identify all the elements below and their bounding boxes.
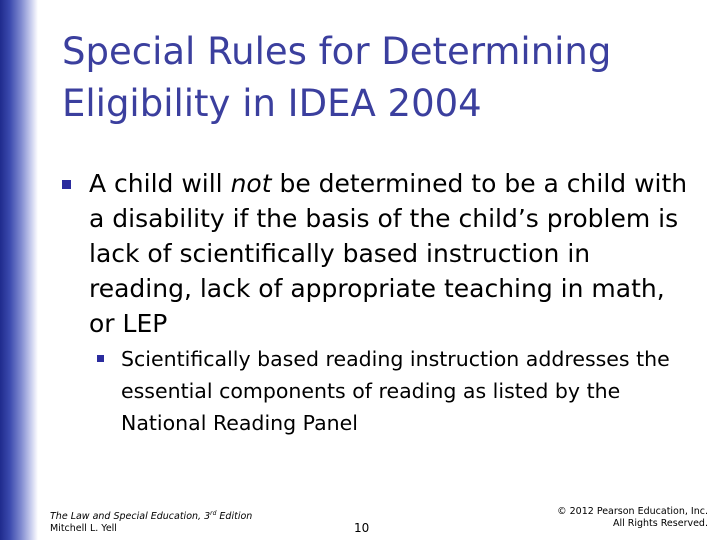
square-bullet-icon <box>97 355 104 362</box>
footer-book-info <box>50 508 252 535</box>
rights-line: All Rights Reserved. <box>612 518 708 529</box>
bullet-level-1-text <box>89 166 689 341</box>
square-bullet-icon <box>62 180 71 189</box>
bullet-level-2 <box>97 343 707 439</box>
edition-superscript: rd <box>210 510 217 517</box>
bullet-level-1 <box>62 166 702 341</box>
slide-title-line-2: Eligibility in IDEA 2004 <box>62 82 482 125</box>
slide-title <box>62 26 702 130</box>
copyright-line: © 2012 Pearson Education, Inc. <box>557 506 708 517</box>
decorative-side-bar <box>0 0 38 540</box>
footer-book-title <box>50 508 252 523</box>
bullet-level-2-text: Scientifically based reading instruction addresses the essential components of reading as listed by the National Reading Panel <box>121 347 670 435</box>
bullet-1-emphasis: not <box>230 169 272 198</box>
bullet-1-text-end: be determined to be a child with a disability if the basis of the child’s problem is lack of scientifically based instruction in reading, lack of appropriate teaching in math, or LEP <box>89 169 688 338</box>
page-number: 10 <box>354 521 370 535</box>
bullet-1-text-start: A child will <box>89 169 231 198</box>
footer-author: Mitchell L. Yell <box>50 523 117 535</box>
footer-copyright <box>557 506 708 530</box>
book-title: The Law and Special Education, 3 <box>50 511 211 523</box>
edition-word: Edition <box>216 511 253 523</box>
slide-title-line-1: Special Rules for Determining <box>62 30 612 73</box>
